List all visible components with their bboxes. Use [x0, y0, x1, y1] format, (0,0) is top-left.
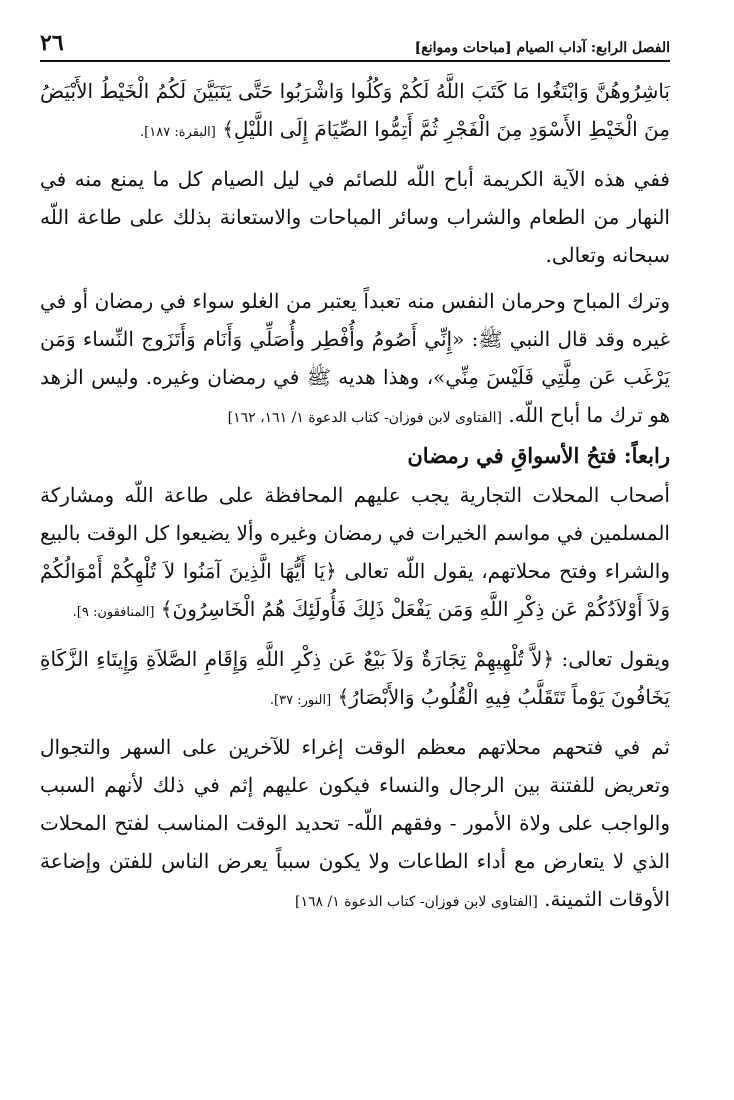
paragraph: [40, 640, 670, 720]
page-number: ٢٦: [40, 30, 64, 56]
quran-verse: بَاشِرُوهُنَّ وَابْتَغُوا مَا كَتَبَ اللَّهُ لَكُمْ وَكُلُوا وَاشْرَبُوا حَتَّى يَتَبَيَّنَ لَكُمُ الْخَيْطُ الأَبْيَضُ مِنَ الْخَيْطِ الأَسْوَدِ مِنَ الْفَجْرِ ثُمَّ أَتِمُّوا الصِّيَامَ إِلَى اللَّيْلِ﴾: [40, 79, 670, 141]
verse-citation: [النور: ٣٧].: [269, 693, 332, 708]
paragraph-text: ففي هذه الآية الكريمة أباح اللّه للصائم في ليل الصيام كل ما يمنع منه في النهار من الطعام والشراب وسائر المباحات والاستعانة بذلك على طاعة اللّه سبحانه وتعالى.: [40, 167, 670, 267]
running-title: الفصل الرابع: آداب الصيام [مباحات وموانع]: [414, 40, 670, 56]
section-heading: رابعاً: فتحُ الأسواقِ في رمضان: [407, 443, 670, 468]
source-reference: [الفتاوى لابن فوزان- كتاب الدعوة ١/ ١٦٨]: [295, 894, 538, 910]
page-header: [40, 30, 670, 62]
paragraph-text: ثم في فتحهم محلاتهم معظم الوقت إغراء للآخرين على السهر والتجوال وتعريض للفتنة بين الرجال والنساء فيكون عليهم إثم في ذلك لأنهم السبب والواجب على ولاة الأمور - وفقهم اللّه- تحديد الوقت المناسب لفتح المحلات الذي لا يتعارض مع أداء الطاعات ولا يكون سبباً يعرض الناس للفتن وإضاعة الأوقات الثمينة.: [40, 735, 670, 911]
paragraph: [40, 728, 670, 921]
verse-block: [40, 72, 670, 152]
verse-citation: [البقرة: ١٨٧].: [140, 125, 216, 140]
book-page: [40, 30, 670, 1070]
paragraph: [40, 160, 670, 274]
paragraph: [40, 282, 670, 437]
source-reference: [الفتاوى لابن فوزان- كتاب الدعوة ١/ ١٦١، ١٦٢]: [227, 410, 502, 426]
paragraph-text: أصحاب المحلات التجارية يجب عليهم المحافظة على طاعة اللّه ومشاركة المسلمين في مواسم الخيرات في رمضان وغيره وألا يضيعوا كل الوقت بالبيع والشراء وفتح محلاتهم، يقول اللّه تعالى ﴿يَا أَيُّهَا الَّذِينَ آمَنُوا لاَ تُلْهِكُمْ أَمْوَالُكُمْ وَلاَ أَوْلاَدُكُمْ عَن ذِكْرِ اللَّهِ وَمَن يَفْعَلْ ذَلِكَ فَأُولَئِكَ هُمُ الْخَاسِرُونَ﴾: [40, 483, 670, 621]
paragraph-text: وترك المباح وحرمان النفس منه تعبداً يعتبر من الغلو سواء في رمضان أو في غيره وقد قال النبي ﷺ: «إِنِّي أَصُومُ وأُفْطِر وأُصَلِّي وَأَنَام وَأَتَزَوج النِّساء وَمَن يَرْغَب عَن مِلَّتِي فَلَيْسَ مِنِّي»، وهذا هديه ﷺ في رمضان وغيره. وليس الزهد هو ترك ما أباح اللّه.: [40, 289, 670, 427]
paragraph-text: ويقول تعالى: ﴿لاَّ تُلْهِيهِمْ تِجَارَةٌ وَلاَ بَيْعٌ عَن ذِكْرِ اللَّهِ وَإِقَامِ الصَّلاَةِ وَإِيتَاءِ الزَّكَاةِ يَخَافُونَ يَوْماً تَتَقَلَّبُ فِيهِ الْقُلُوبُ وَالأَبْصَارُ﴾: [40, 647, 670, 709]
paragraph: [40, 476, 670, 632]
verse-citation: [المنافقون: ٩].: [72, 605, 155, 620]
